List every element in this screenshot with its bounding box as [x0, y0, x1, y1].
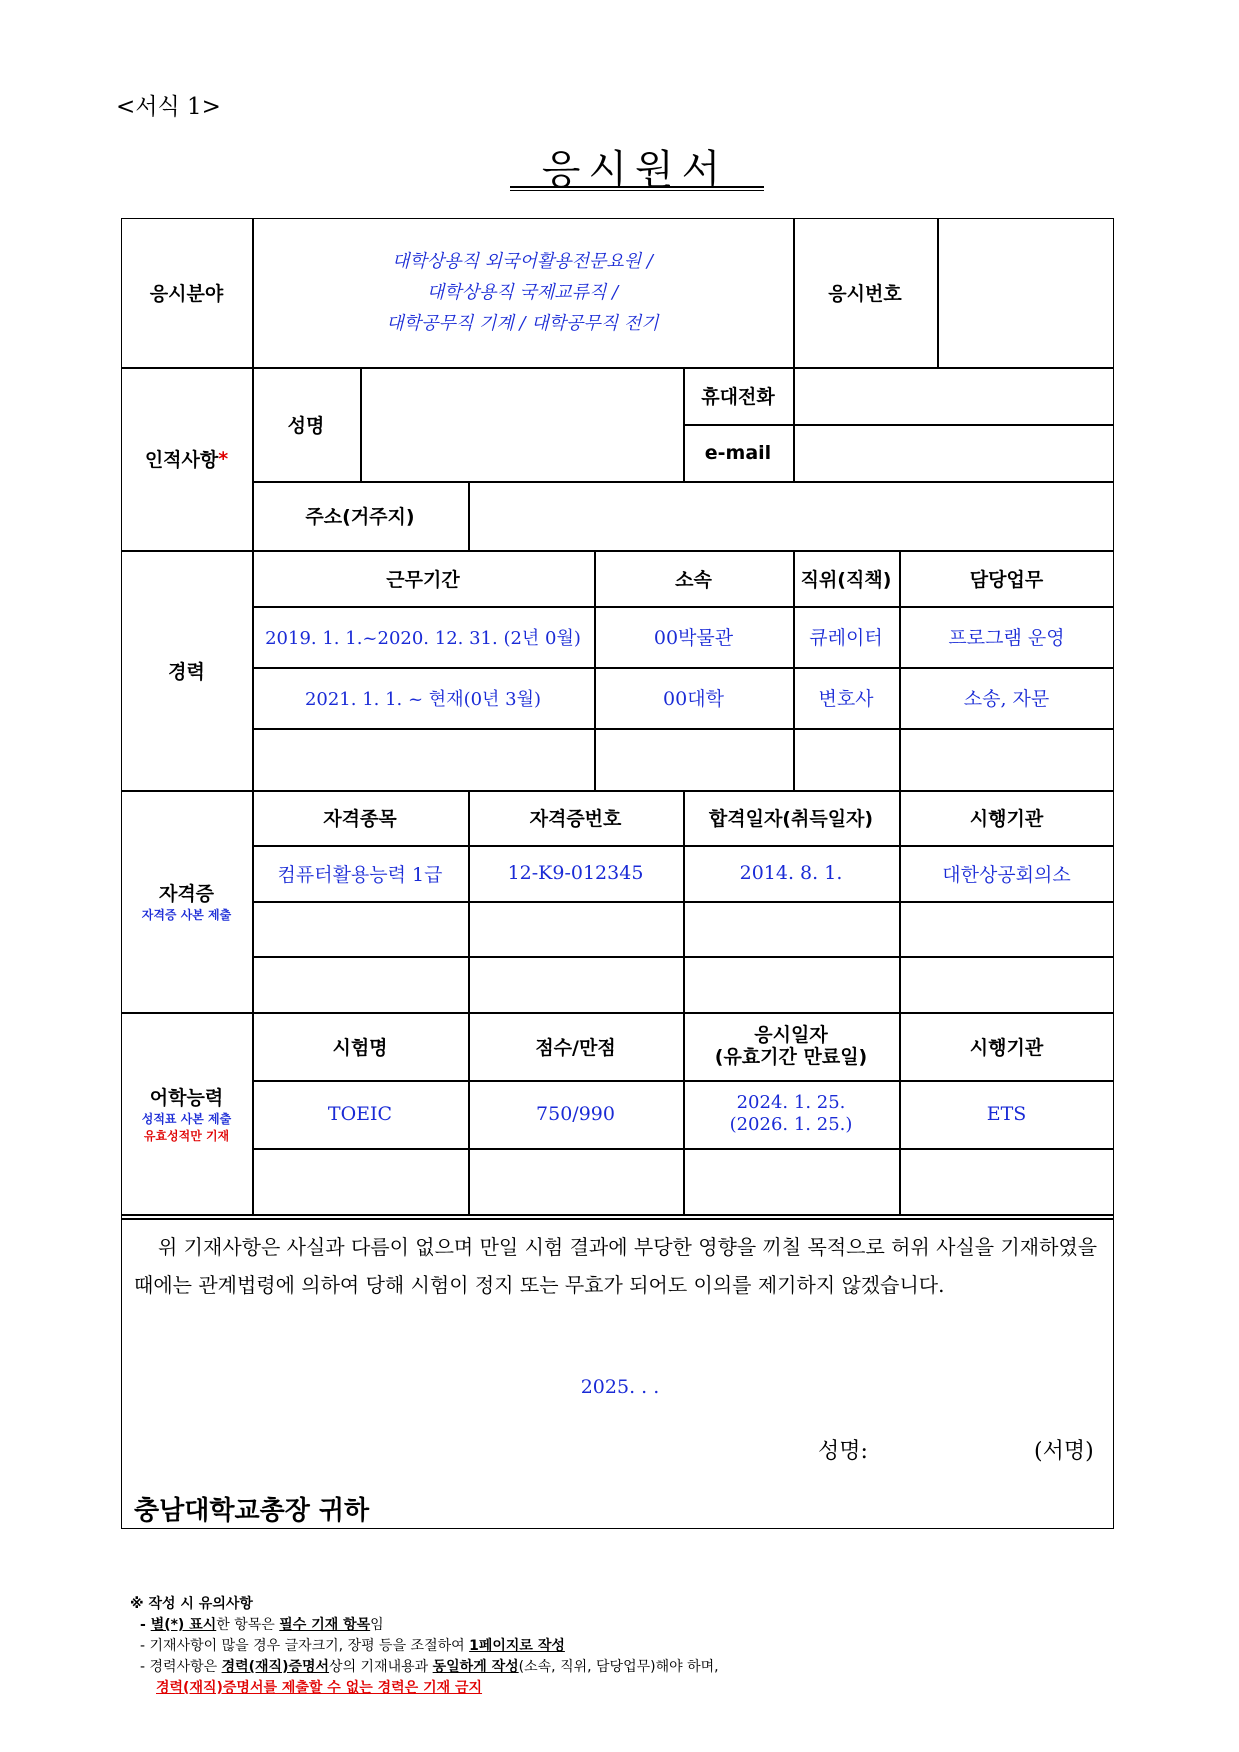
license-date-cell[interactable]: [683, 956, 899, 1012]
language-expiry-value: (2026. 1. 25.): [729, 1114, 853, 1135]
language-header-date: [683, 1012, 899, 1080]
license-issuer-cell[interactable]: 대한상공회의소: [942, 863, 1071, 886]
exam-number-field[interactable]: [937, 218, 1114, 367]
career-header-position: 직위(직책): [800, 568, 892, 591]
language-test-cell[interactable]: [252, 1148, 468, 1214]
license-number-cell[interactable]: 12-K9-012345: [507, 862, 644, 884]
language-label: 어학능력: [149, 1086, 224, 1109]
application-date[interactable]: 2025. . .: [580, 1376, 660, 1398]
note-text: - 기재사항이 많을 경우 글자크기, 장평 등을 조절하여: [140, 1638, 470, 1654]
license-header-date: 합격일자(취득일자): [708, 808, 874, 830]
exam-number-label: 응시번호: [828, 283, 902, 305]
license-date-cell[interactable]: 2014. 8. 1.: [739, 862, 843, 884]
field-line: 대학공무직 기계 / 대학공무직 전기: [386, 313, 659, 334]
personal-info-label-text: 인적사항: [144, 449, 219, 471]
address-label: 주소(거주지): [305, 506, 415, 528]
license-issuer-cell[interactable]: [899, 956, 1114, 1012]
license-label-cell: [121, 790, 252, 1012]
note-emphasis: 동일하게 작성: [432, 1659, 519, 1675]
language-note-valid: 유효성적만 기재: [143, 1128, 230, 1143]
license-issuer-cell[interactable]: [899, 901, 1114, 956]
language-label-cell: [121, 1012, 252, 1214]
license-header-type: 자격종목: [323, 808, 397, 830]
career-org-cell[interactable]: 00박물관: [653, 627, 734, 649]
license-note: 자격증 사본 제출: [141, 908, 232, 922]
note-text: 임: [370, 1617, 384, 1633]
field-label: 응시분야: [149, 283, 224, 305]
career-position-cell[interactable]: 변호사: [818, 688, 874, 710]
note-emphasis: 경력(재직)증명서: [221, 1659, 330, 1675]
career-label: 경력: [168, 660, 205, 683]
career-header-duty: 담당업무: [969, 568, 1044, 591]
declaration-text: 위 기재사항은 사실과 다름이 없으며 만일 시험 결과에 부당한 영향을 끼칠 목적으로 허위 사실을 기재하였을 때에는 관계법령에 의하여 당해 시험이 정지 또는 무효가 되어도 이의를 제기하지 않겠습니다.: [134, 1235, 1098, 1297]
note-text: 한 항목은: [216, 1617, 280, 1633]
language-score-cell[interactable]: 750/990: [536, 1103, 615, 1125]
language-score-cell[interactable]: [468, 1148, 683, 1214]
note-bullet: -: [140, 1617, 151, 1633]
career-org-cell[interactable]: [594, 728, 793, 790]
license-header-issuer: 시행기관: [969, 808, 1044, 830]
note-text: (소속, 직위, 담당업무)해야 하며,: [518, 1659, 719, 1675]
career-position-cell[interactable]: [793, 728, 899, 790]
language-issuer-cell[interactable]: ETS: [986, 1103, 1027, 1125]
license-type-cell[interactable]: [252, 956, 468, 1012]
required-mark: *: [218, 447, 229, 470]
career-period-cell[interactable]: 2019. 1. 1.~2020. 12. 31. (2년 0월): [265, 627, 581, 649]
career-period-cell[interactable]: 2021. 1. 1. ~ 현재(0년 3월): [304, 688, 542, 710]
signature-mark[interactable]: (서명): [1034, 1439, 1094, 1464]
grid-line: [121, 1214, 1114, 1216]
note-text: 상의 기재내용과: [329, 1659, 433, 1675]
phone-field[interactable]: [793, 367, 1114, 424]
signature-name-label: 성명:: [818, 1439, 868, 1464]
career-period-cell[interactable]: [252, 728, 594, 790]
license-header-number: 자격증번호: [529, 808, 622, 830]
address-field[interactable]: [468, 481, 1114, 550]
field-line: 대학상용직 국제교류직 /: [426, 282, 619, 303]
license-type-cell[interactable]: [252, 901, 468, 956]
license-number-cell[interactable]: [468, 956, 683, 1012]
career-duty-cell[interactable]: 프로그램 운영: [948, 627, 1065, 649]
language-header-test: 시험명: [332, 1036, 388, 1059]
field-value[interactable]: [252, 218, 793, 367]
note-line: [130, 1678, 1130, 1699]
addressee: 충남대학교총장 귀하: [134, 1496, 370, 1526]
career-duty-cell[interactable]: 소송, 자문: [963, 688, 1050, 710]
writing-notes: [130, 1594, 1130, 1699]
phone-label: 휴대전화: [701, 386, 775, 408]
note-line: [130, 1615, 1130, 1636]
career-header-org: 소속: [675, 568, 712, 591]
license-number-cell[interactable]: [468, 901, 683, 956]
notes-heading: ※ 작성 시 유의사항: [130, 1596, 253, 1612]
title-underline: [510, 186, 764, 188]
language-header-date-main: 응시일자: [754, 1024, 828, 1046]
note-emphasis: 별(*) 표시: [150, 1617, 217, 1633]
name-field[interactable]: [360, 367, 683, 481]
language-header-score: 점수/만점: [535, 1036, 616, 1059]
note-emphasis: 필수 기재 항목: [279, 1617, 371, 1633]
field-line: 대학상용직 외국어활용전문요원 /: [392, 251, 653, 272]
grid-line: [121, 1218, 1114, 1220]
license-label: 자격증: [158, 883, 215, 905]
license-type-cell[interactable]: 컴퓨터활용능력 1급: [277, 863, 443, 886]
language-test-cell[interactable]: TOEIC: [327, 1103, 393, 1125]
language-header-issuer: 시행기관: [969, 1036, 1044, 1059]
note-text: - 경력사항은: [140, 1659, 222, 1675]
career-org-cell[interactable]: 00대학: [663, 688, 724, 710]
email-field[interactable]: [793, 424, 1114, 481]
career-header-period: 근무기간: [386, 568, 460, 591]
title-underline-thin: [510, 190, 764, 191]
email-label: e-mail: [704, 441, 772, 464]
language-date-value: 2024. 1. 25.: [736, 1092, 846, 1113]
personal-info-label: [121, 367, 252, 550]
language-issuer-cell[interactable]: [899, 1148, 1114, 1214]
note-warning: 경력(재직)증명서를 제출할 수 없는 경력은 기재 금지: [156, 1680, 483, 1696]
career-duty-cell[interactable]: [899, 728, 1114, 790]
name-label: 성명: [287, 414, 325, 437]
note-line: [130, 1636, 1130, 1657]
language-header-date-sub: (유효기간 만료일): [714, 1046, 868, 1068]
note-line: [130, 1657, 1130, 1678]
language-date-cell[interactable]: [683, 1148, 899, 1214]
page-title: 응시원서: [541, 147, 729, 193]
career-position-cell[interactable]: 큐레이터: [809, 627, 883, 649]
form-number: <서식 1>: [116, 94, 221, 120]
language-date-cell[interactable]: [683, 1080, 899, 1148]
license-date-cell[interactable]: [683, 901, 899, 956]
note-emphasis: 1페이지로 작성: [469, 1638, 565, 1654]
language-note-copy: 성적표 사본 제출: [141, 1111, 232, 1126]
